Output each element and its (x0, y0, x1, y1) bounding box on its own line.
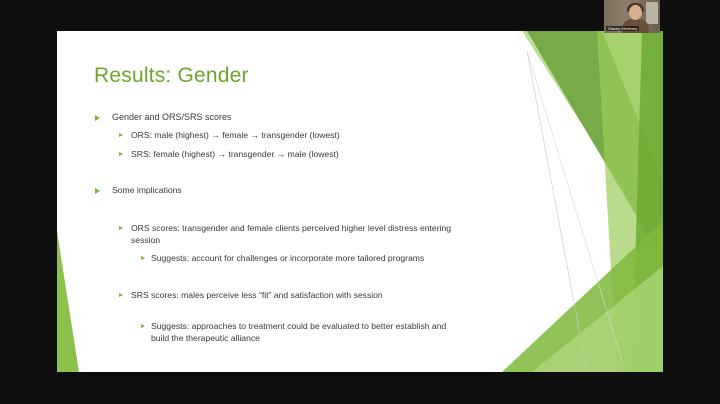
subbullet-srs: SRS: female (highest) → transgender → male (lowest) (131, 149, 339, 159)
bullet-icon (119, 133, 123, 137)
bullet-icon (119, 152, 123, 156)
slide-title: Results: Gender (94, 64, 249, 87)
subsubbullet-srs-suggests-cont: build the therapeutic alliance (151, 333, 260, 343)
slide-body (57, 31, 663, 372)
bullet-icon (119, 293, 123, 297)
subsubbullet-srs-suggests: Suggests: approaches to treatment could be evaluated to better establish and (151, 321, 447, 331)
subsubbullet-ors-suggests: Suggests: account for challenges or incorporate more tailored programs (151, 253, 425, 263)
participant-name-label: Stacey McHenry (608, 26, 638, 31)
subbullet-ors-scores-cont: session (131, 235, 161, 245)
presentation-slide (57, 31, 663, 372)
bullet-icon (141, 324, 145, 328)
bullet-icon (119, 226, 123, 230)
bullet-icon (141, 256, 145, 260)
subbullet-ors: ORS: male (highest) → female → transgender (lowest) (131, 130, 340, 140)
bullet-icon (95, 115, 100, 121)
video-window (646, 2, 658, 24)
bullet-icon (95, 188, 100, 194)
bullet-implications: Some implications (112, 185, 182, 195)
subbullet-ors-scores: ORS scores: transgender and female clients perceived higher level distress entering (131, 223, 452, 233)
subbullet-srs-scores: SRS scores: males perceive less “fit” and satisfaction with session (131, 290, 383, 300)
participant-face (629, 5, 642, 20)
bullet-gender-scores: Gender and ORS/SRS scores (112, 112, 232, 122)
participant-video-tile[interactable] (604, 0, 660, 33)
